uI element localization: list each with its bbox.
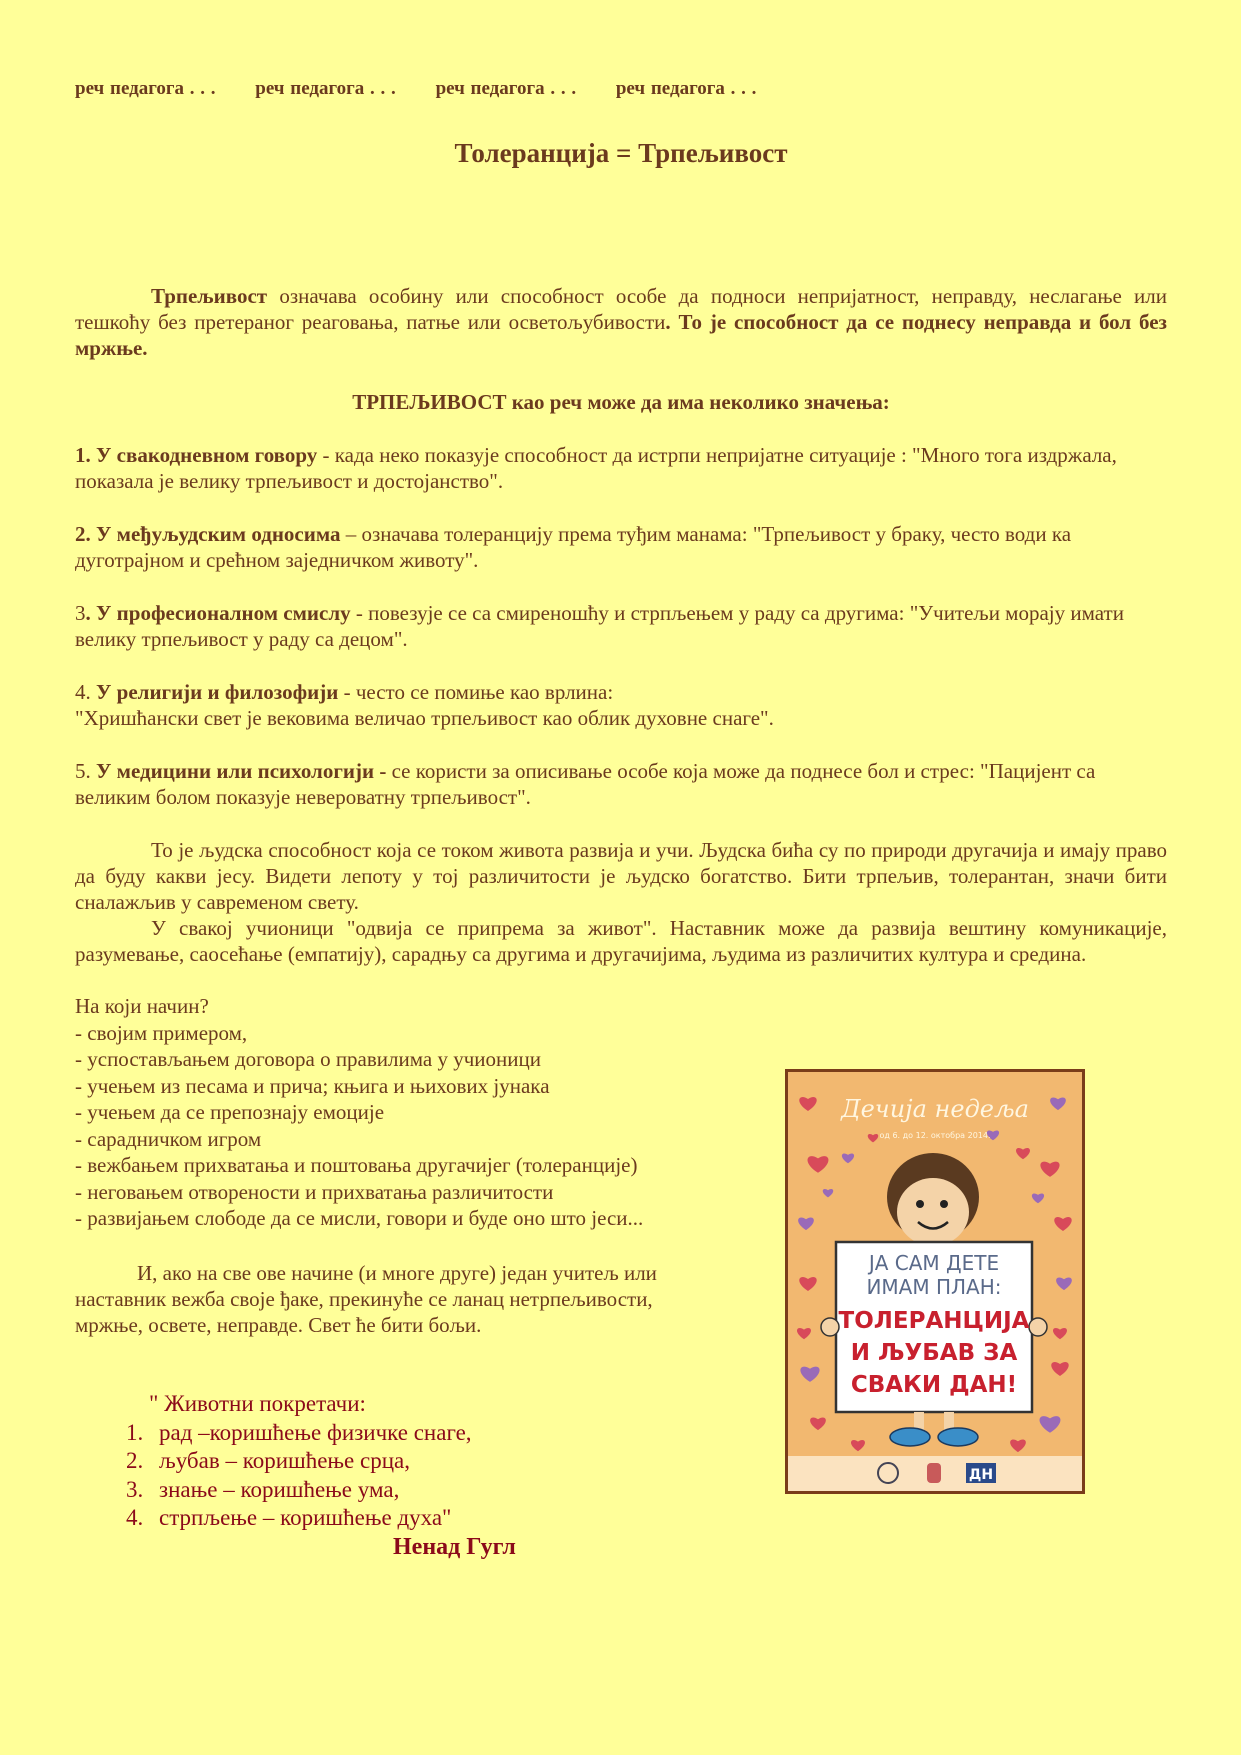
list-item: - развијањем слободе да се мисли, говори и буде оно што јеси... [75,1206,644,1230]
ways-question: На који начин? [75,994,209,1018]
list-item: 1. рад –коришћење физичке снаге, [149,1419,675,1448]
ways-list [75,993,755,1232]
meaning-item: 3. У професионалном смислу - повезује се са смиреношћу и стрпљењем у раду са другима: "Учитељи морају имати велику трпељивост у раду са децом". [75,601,1124,651]
body-paragraph: То је људска способност која се током живота развија и учи. Људска бића су по природи другачија и имају право да буду какви јесу. Видети лепоту у тој различитости је људско богатство. Бити трпељив, толерантан, значи бити сналажљив у савременом свету. [75,838,1167,914]
list-item: 4. стрпљење – коришћење духа" [149,1504,675,1533]
meanings-list [75,442,1167,837]
list-item: 3. знање – коришћење ума, [149,1476,675,1505]
sign-line: И ЉУБАВ ЗА [850,1340,1018,1366]
poster-title: Дечија недеља [841,1095,1029,1123]
closing-paragraph: И, ако на све ове начине (и многе друге) један учитељ или наставник вежба своје ђаке, прекинуће се ланац нетрпељивости, мржње, освете, неправде. Свет ће бити бољи. [75,1261,657,1337]
quote-list [75,1419,675,1533]
header-row [75,78,790,100]
header-item: реч педагога . . . [75,78,216,99]
header-item: реч педагога . . . [615,78,757,99]
meanings-subtitle: ТРПЕЉИВОСТ као реч може да има неколико значења: [352,390,890,414]
list-item: - успостављањем договора о правилима у учионици [75,1047,541,1071]
meaning-item: 2. У међуљудским односима – означава толеранцију према туђим манама: "Трпељивост у браку, често води ка дуготрајном и срећном заједничком животу". [75,522,1072,572]
body-paragraph: У свакој учионици "одвија се припрема за живот". Наставник може да развија вештину комуникације, разумевање, саосећање (емпатију), сарадњу са другима и другачијима, људима из различитих култура и средина. [75,916,1167,966]
list-item: - неговањем отворености и прихватања различитости [75,1179,554,1204]
intro-lead: Трпељивост [151,284,268,308]
list-item: - учењем из песама и прича; књига и њихових јунака [75,1073,550,1098]
poster-dates: од 6. до 12. октобра 2014. [879,1131,991,1140]
sign-line: ТОЛЕРАНЦИЈА [838,1308,1030,1334]
list-item: - сарадничком игром [75,1126,262,1151]
logo-text: ДН [968,1467,994,1483]
quote-heading: " Животни покретачи: [149,1391,366,1416]
list-item: 2. љубав – коришћење срца, [149,1447,675,1476]
list-item: - вежбањем прихватања и поштовања другачијег (толеранције) [75,1153,638,1177]
meaning-item: 5. У медицини или психологији - се користи за описивање особе која може да поднесе бол и стрес: "Пацијент са великим болом показује невероватну трпељивост". [75,759,1096,809]
quote-block [75,1390,675,1533]
header-item: реч педагога . . . [435,78,577,99]
header-item: реч педагога . . . [255,78,396,99]
page-title: Толеранција = Трпељивост [454,138,788,168]
quote-author: Ненад Гугл [393,1534,516,1560]
sign-line: ЈА САМ ДЕТЕ [868,1251,1000,1275]
list-item: - учењем да се препознају емоције [75,1100,385,1124]
body-paragraphs [75,837,1167,967]
sign-line: СВАКИ ДАН! [850,1372,1018,1398]
intro-text: означава особину или способност особе да подноси непријатност, неправду, неслагање или тешкоћу без претераног реаговања, патње или осветољубивости [75,284,1167,334]
meaning-item: 1. У свакодневном говору - када неко показује способност да истрпи непријатне ситуације : "Много тога издржала, показала је велику трпељивост и достојанство". [75,443,1117,493]
poster-illustration [788,1072,1082,1491]
meaning-item: 4. У религији и филозофији - често се помиње као врлина: "Хришћански свет је вековима величао трпељивост као облик духовне снаге". [75,680,774,730]
sign-line: ИМАМ ПЛАН: [866,1275,1002,1299]
intro-paragraph [75,283,1167,361]
poster-image [785,1069,1085,1494]
sign-board [821,1242,1047,1412]
crest-icon [927,1463,941,1483]
intro-bold-end: . То је способност да се поднесу неправда и бол без мржње. [75,310,1167,360]
list-item: - својим примером, [75,1020,248,1045]
